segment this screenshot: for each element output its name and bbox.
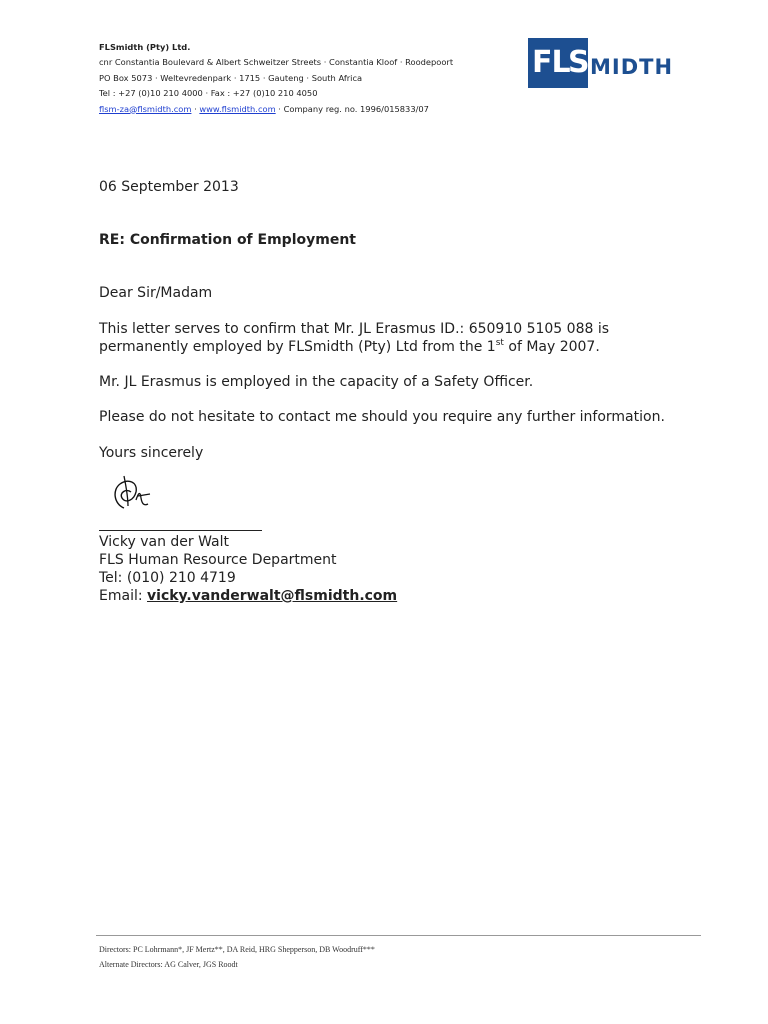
letter-subject: RE: Confirmation of Employment [99, 232, 356, 248]
address-line-2: PO Box 5073 · Weltevredenpark · 1715 · Gauteng · South Africa [99, 72, 363, 83]
handwritten-signature [104, 470, 164, 520]
phone-fax-line: Tel : +27 (0)10 210 4000 · Fax : +27 (0)10 210 4050 [99, 88, 318, 99]
logo-s-text: S [568, 45, 590, 80]
email-label: Email: [99, 588, 148, 604]
directors-line: Directors: PC Lohrmann*, JF Mertz**, DA Reid, HRG Shepperson, DB Woodruff*** [99, 945, 375, 954]
confirmation-line-1: This letter serves to confirm that Mr. JL Erasmus ID.: 650910 5105 088 is [99, 321, 610, 337]
closing: Yours sincerely [99, 445, 204, 461]
footer-divider [96, 935, 701, 936]
confirmation-paragraph [99, 320, 609, 356]
logo-fl-text: FL [532, 45, 570, 80]
signatory-department: FLS Human Resource Department [99, 552, 337, 568]
confirmation-line-2-end: of May 2007. [503, 339, 600, 355]
company-website-link[interactable]: www.flsmidth.com [199, 103, 276, 114]
footer-directors [99, 942, 699, 969]
contact-line [99, 102, 453, 117]
signatory-block [99, 533, 397, 605]
alternate-directors-line: Alternate Directors: AG Calver, JGS Roodt [99, 960, 238, 969]
signatory-name: Vicky van der Walt [99, 534, 229, 550]
signatory-tel: Tel: (010) 210 4719 [99, 570, 236, 586]
contact-paragraph: Please do not hesitate to contact me should you require any further information. [99, 409, 665, 425]
company-reg-number: · Company reg. no. 1996/015833/07 [275, 103, 429, 114]
letterhead-address [99, 40, 453, 117]
flsmidth-logo [528, 38, 700, 88]
signature-line [99, 530, 262, 531]
ordinal-suffix: st [495, 338, 504, 348]
salutation: Dear Sir/Madam [99, 285, 213, 301]
letter-date: 06 September 2013 [99, 179, 239, 195]
address-line-1: cnr Constantia Boulevard & Albert Schweitzer Streets · Constantia Kloof · Roodepoort [99, 57, 454, 68]
company-email-link[interactable]: flsm-za@flsmidth.com [99, 103, 192, 114]
confirmation-line-2 [99, 338, 609, 356]
logo-midth-text: MIDTH [590, 55, 674, 79]
signatory-email-link[interactable]: vicky.vanderwalt@flsmidth.com [147, 588, 398, 604]
signatory-email-line [99, 587, 397, 605]
contact-separator: · [191, 103, 200, 114]
capacity-paragraph: Mr. JL Erasmus is employed in the capacity of a Safety Officer. [99, 374, 534, 390]
confirmation-line-2-start: permanently employed by FLSmidth (Pty) Ltd from the 1 [99, 339, 496, 355]
company-name: FLSmidth (Pty) Ltd. [99, 42, 191, 52]
